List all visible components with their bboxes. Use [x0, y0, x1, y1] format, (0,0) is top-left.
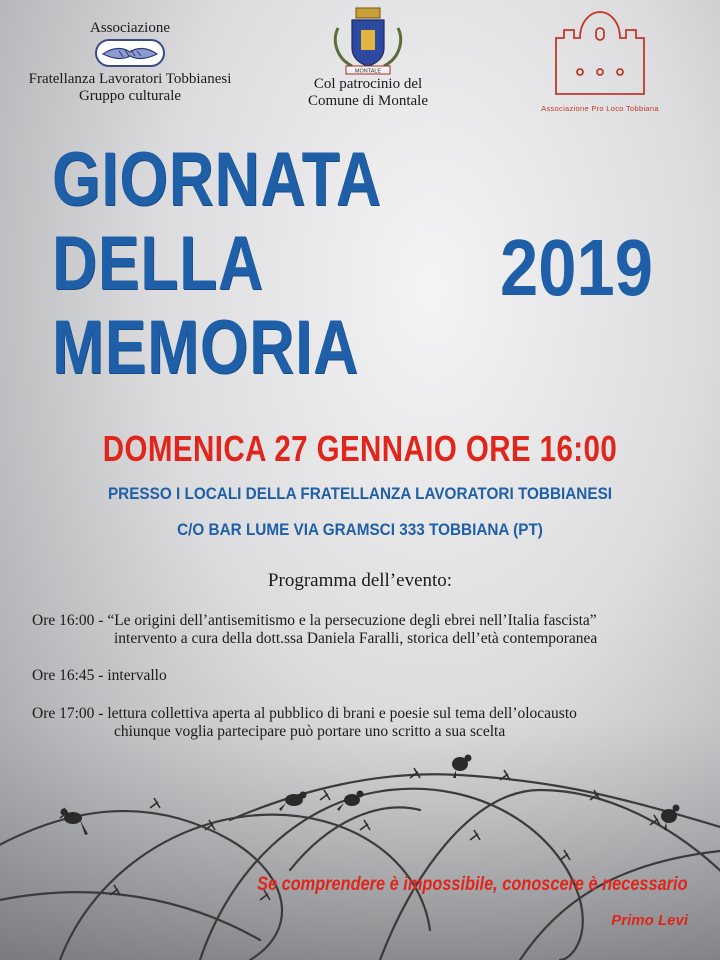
quote-author: Primo Levi [611, 912, 688, 929]
left-organization [10, 20, 250, 105]
middle-org-line2: Comune di Montale [308, 93, 428, 109]
left-org-line2: Fratellanza Lavoratori Tobbianesi [28, 71, 232, 87]
middle-organization [288, 4, 448, 110]
program-item [32, 705, 712, 741]
ribbon-text: MONTALE [354, 68, 382, 75]
program-item-line1: Ore 16:45 - intervallo [32, 667, 167, 684]
middle-org-line1: Col patrocinio del [313, 76, 423, 92]
program-item-line2: chiunque voglia partecipare può portare uno scritto a sua scelta [114, 723, 506, 740]
left-org-line3: Gruppo culturale [78, 88, 182, 104]
pro-loco-logo [550, 8, 650, 98]
title-year: 2019 [500, 223, 654, 312]
title-line-3: MEMORIA [52, 305, 359, 390]
pro-loco-caption: Associazione Pro Loco Tobbiana [541, 104, 659, 113]
program-item-line1: Ore 17:00 - lettura collettiva aperta al pubblico di brani e poesie sul tema dell’olocausto [32, 705, 577, 722]
program-item-line1: Ore 16:00 - “Le origini dell’antisemitismo e la persecuzione degli ebrei nell’Italia fascista” [32, 612, 597, 629]
event-date-time: DOMENICA 27 GENNAIO ORE 16:00 [102, 428, 618, 469]
program-item [32, 612, 712, 648]
handshake-icon [95, 39, 165, 67]
header [0, 0, 720, 120]
title-line-1: GIORNATA [52, 137, 382, 222]
venue-line-1: PRESSO I LOCALI DELLA FRATELLANZA LAVORATORI TOBBIANESI [107, 484, 613, 503]
right-organization [520, 8, 680, 117]
program-item-line2: intervento a cura della dott.ssa Daniela Faralli, storica dell’età contemporanea [114, 630, 598, 647]
program-item [32, 667, 712, 685]
venue-line-2: C/O BAR LUME VIA GRAMSCI 333 TOBBIANA (PT) [177, 520, 543, 539]
footer-quote: Se comprendere è impossibile, conoscere è necessario [257, 874, 688, 895]
program-title: Programma dell’evento: [267, 570, 453, 591]
title-line-2: DELLA [52, 221, 264, 306]
coat-of-arms-icon [328, 4, 408, 76]
left-org-line1: Associazione [90, 20, 170, 36]
